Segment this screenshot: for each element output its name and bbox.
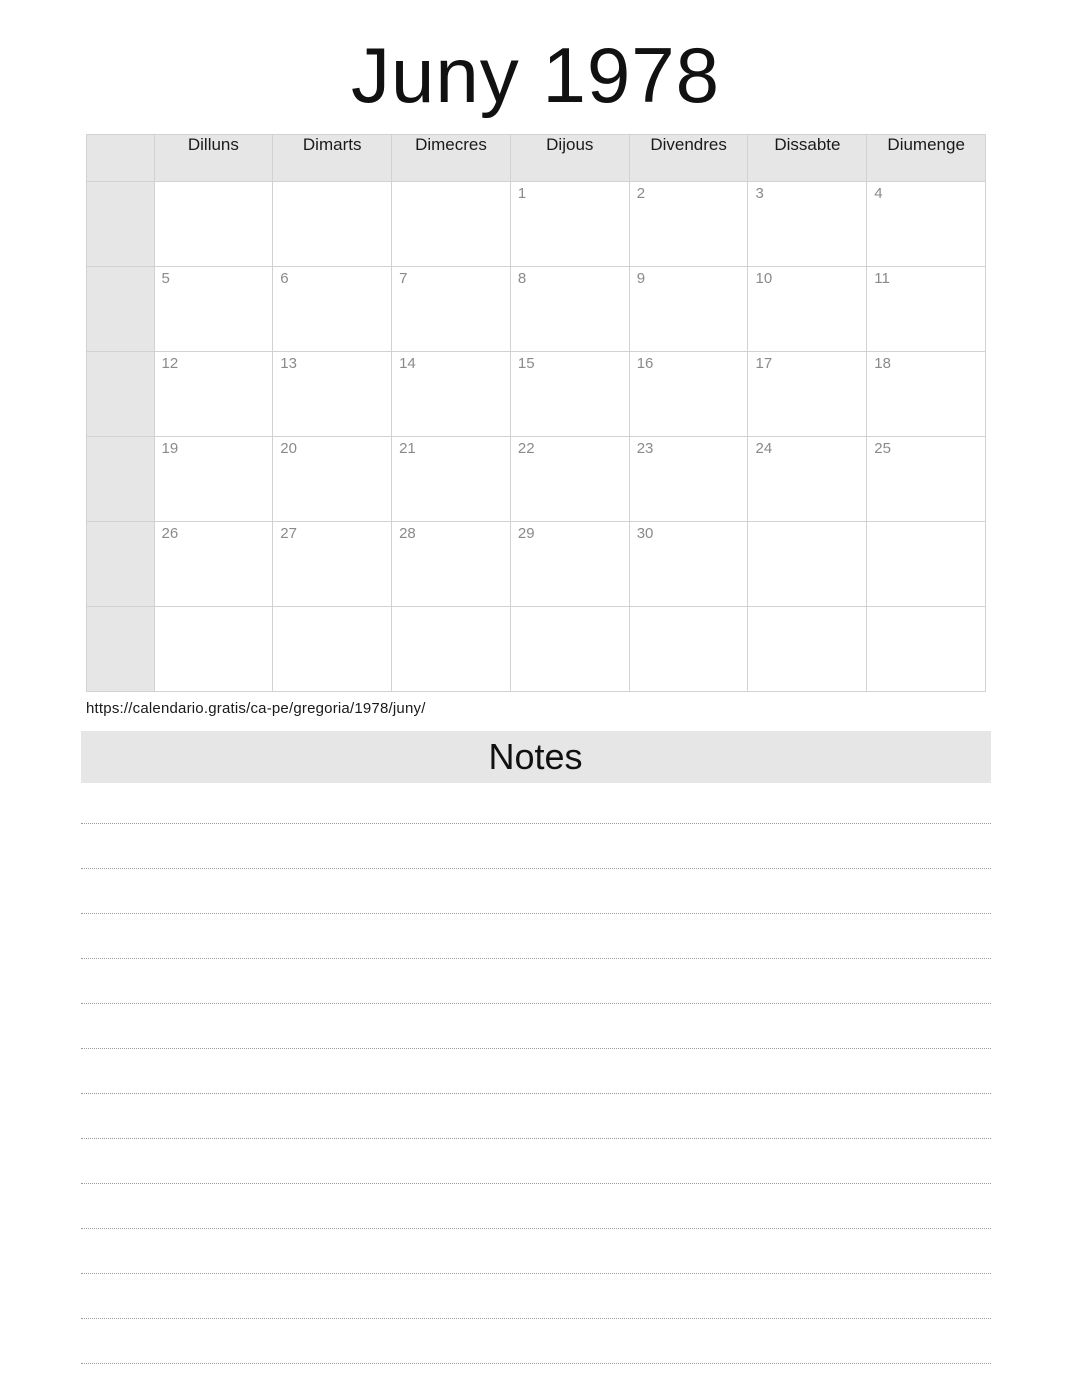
day-number: 24: [755, 440, 773, 457]
day-cell[interactable]: [392, 607, 511, 692]
note-line[interactable]: [81, 1004, 991, 1049]
notes-header: Notes: [81, 731, 991, 783]
day-number: 21: [399, 440, 416, 457]
day-number: 26: [161, 525, 179, 542]
day-number: 16: [636, 355, 654, 372]
day-number: 23: [636, 440, 654, 457]
week-gutter-header: [86, 135, 154, 182]
day-cell[interactable]: [867, 267, 986, 352]
weekday-header-friday: Divendres: [629, 135, 748, 182]
day-number: 6: [280, 270, 289, 287]
day-cell[interactable]: [629, 182, 748, 267]
calendar-week-row: [86, 607, 986, 692]
day-cell[interactable]: [273, 182, 392, 267]
calendar-week-row: [86, 267, 986, 352]
calendar-week-row: [86, 437, 986, 522]
day-cell[interactable]: [273, 352, 392, 437]
day-number: 9: [636, 270, 646, 287]
day-number: 27: [280, 525, 297, 542]
day-number: 18: [874, 355, 891, 372]
day-number: 29: [517, 525, 535, 542]
weekday-header-tuesday: Dimarts: [273, 135, 392, 182]
note-line[interactable]: [81, 783, 991, 824]
note-line[interactable]: [81, 824, 991, 869]
calendar-container: [86, 134, 986, 692]
day-cell[interactable]: [154, 437, 273, 522]
calendar-week-row: [86, 522, 986, 607]
weekday-header-thursday: Dijous: [510, 135, 629, 182]
day-cell[interactable]: [154, 182, 273, 267]
day-cell[interactable]: [510, 437, 629, 522]
day-number: 13: [280, 355, 297, 372]
day-cell[interactable]: [867, 607, 986, 692]
day-cell[interactable]: [867, 182, 986, 267]
note-line[interactable]: [81, 959, 991, 1004]
day-cell[interactable]: [748, 437, 867, 522]
week-gutter-cell: [86, 522, 154, 607]
day-number: 2: [636, 185, 646, 202]
day-number: 11: [874, 270, 890, 287]
day-number: 8: [517, 270, 527, 287]
day-cell[interactable]: [273, 437, 392, 522]
day-cell[interactable]: [154, 267, 273, 352]
day-cell[interactable]: [510, 267, 629, 352]
week-gutter-cell: [86, 352, 154, 437]
day-number: 20: [280, 440, 297, 457]
day-cell[interactable]: [748, 267, 867, 352]
day-cell[interactable]: [867, 352, 986, 437]
day-number: 7: [399, 270, 408, 287]
weekday-header-sunday: Diumenge: [867, 135, 986, 182]
note-line[interactable]: [81, 1049, 991, 1094]
day-cell[interactable]: [629, 437, 748, 522]
day-number: 17: [755, 355, 773, 372]
calendar-week-row: [86, 352, 986, 437]
day-cell[interactable]: [392, 437, 511, 522]
day-cell[interactable]: [273, 267, 392, 352]
calendar-week-row: [86, 182, 986, 267]
weekday-header-monday: Dilluns: [154, 135, 273, 182]
calendar-header-row: [86, 135, 986, 182]
note-line[interactable]: [81, 914, 991, 959]
day-cell[interactable]: [392, 267, 511, 352]
day-cell[interactable]: [510, 607, 629, 692]
day-number: 10: [755, 270, 773, 287]
note-line[interactable]: [81, 869, 991, 914]
day-cell[interactable]: [748, 522, 867, 607]
day-cell[interactable]: [748, 607, 867, 692]
note-line[interactable]: [81, 1319, 991, 1364]
day-cell[interactable]: [154, 607, 273, 692]
day-cell[interactable]: [392, 182, 511, 267]
day-number: 28: [399, 525, 416, 542]
note-line[interactable]: [81, 1139, 991, 1184]
day-cell[interactable]: [629, 522, 748, 607]
week-gutter-cell: [86, 607, 154, 692]
day-number: 30: [636, 525, 654, 542]
week-gutter-cell: [86, 182, 154, 267]
weekday-header-wednesday: Dimecres: [392, 135, 511, 182]
day-number: 3: [755, 185, 764, 202]
week-gutter-cell: [86, 437, 154, 522]
day-number: 22: [517, 440, 535, 457]
day-cell[interactable]: [867, 437, 986, 522]
day-number: 15: [517, 355, 535, 372]
day-cell[interactable]: [629, 267, 748, 352]
weekday-header-saturday: Dissabte: [748, 135, 867, 182]
day-cell[interactable]: [273, 607, 392, 692]
day-number: 12: [161, 355, 179, 372]
day-number: 5: [161, 270, 170, 287]
day-cell[interactable]: [629, 607, 748, 692]
day-cell[interactable]: [510, 522, 629, 607]
page-title: Juny 1978: [351, 31, 720, 119]
day-number: 19: [161, 440, 179, 457]
calendar-table: [86, 134, 987, 692]
day-cell[interactable]: [154, 522, 273, 607]
day-cell[interactable]: [510, 352, 629, 437]
note-line[interactable]: [81, 1274, 991, 1319]
notes-lines: [81, 783, 991, 1364]
day-cell[interactable]: [154, 352, 273, 437]
note-line[interactable]: [81, 1184, 991, 1229]
day-cell[interactable]: [748, 352, 867, 437]
day-number: 1: [517, 185, 527, 202]
day-cell[interactable]: [867, 522, 986, 607]
note-line[interactable]: [81, 1094, 991, 1139]
day-cell[interactable]: [273, 522, 392, 607]
day-number: 14: [399, 355, 416, 372]
day-cell[interactable]: [392, 522, 511, 607]
notes-section: [81, 731, 991, 1364]
day-cell[interactable]: [392, 352, 511, 437]
day-number: 4: [874, 185, 883, 202]
day-cell[interactable]: [629, 352, 748, 437]
day-cell[interactable]: [748, 182, 867, 267]
source-url[interactable]: https://calendario.gratis/ca-pe/gregoria/1978/juny/: [86, 700, 426, 717]
note-line[interactable]: [81, 1229, 991, 1274]
week-gutter-cell: [86, 267, 154, 352]
day-number: 25: [874, 440, 891, 457]
day-cell[interactable]: [510, 182, 629, 267]
